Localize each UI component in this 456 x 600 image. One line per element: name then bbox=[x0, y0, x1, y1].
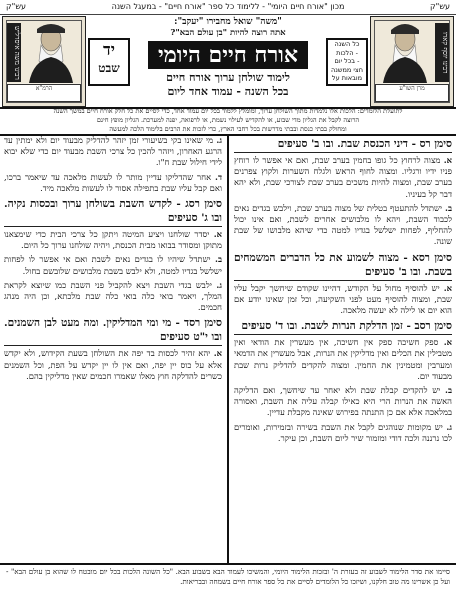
paragraph-number: ג. bbox=[216, 279, 222, 290]
paragraph-text: יש להקדים קבלת שבת ולא יאחר עד שיחשך, ואם הדליקה האשה את הנרות הרי היא כאילו קבלה עליה את השבת, ואסורה במלאכה אלא אם כן התנתה בפירוש שאינה מקבלת עדיין. bbox=[234, 385, 452, 418]
portrait-right bbox=[370, 16, 454, 107]
title-block bbox=[130, 16, 326, 105]
halacha-paragraph bbox=[234, 422, 452, 444]
section-heading: סימן רס - דיני הכנסת שבת. ובו ב' סעיפים bbox=[234, 137, 452, 153]
paragraph-number: ד. bbox=[215, 171, 222, 182]
stats-line: - הלכות bbox=[336, 48, 358, 57]
header-tagline-2: בכל השנה - עמוד אחד ליום bbox=[167, 85, 289, 98]
paragraph-text: ספק חשיכה ספק אין חשיכה, אין מעשרין את הודאי ואין מטבילין את הכלים ואין מדליקין את הנרות, אבל מעשרין את הדמאי ומערבין ומטמינין את החמין. ומצוה להקדים להדליק נרות שבת מבעוד יום. bbox=[234, 337, 452, 381]
paragraph-number: ג. bbox=[446, 421, 452, 432]
paragraph-text: יש להוסיף מחול על הקודש, דהיינו שקודם שיחשך יקבל עליו שבת, ומצוה להוסיף מעט לפני השקיעה, וכל זמן שאינו יודע אם הוא יום או לילה לא יעשה מלאכה. bbox=[234, 282, 452, 316]
paragraph-number: א. bbox=[213, 229, 222, 240]
portrait-left-vertical-label: רבינו משה איסרליש bbox=[7, 23, 21, 82]
paragraph-text: יהא זהיר לכסות בד יפה את השולחן בשעת הקידוש, ולא יקדש אלא על כוס יין יפה, ואם אין לו יין יקדש על הפת, וכל השמנים כשרים להדלקה חוץ מאלו שאמרו חכמים שאין מדליקין בהם. bbox=[4, 348, 222, 381]
top-strip bbox=[0, 0, 456, 15]
header-tagline-1: לימוד שולחן ערוך אורח חיים bbox=[166, 71, 290, 84]
info-line: הרוצה לקבל את הגליון מדי שבוע, או להקדיש לעילוי נשמת, או לרפואה, יפנה למערכת. הגליון מופץ חינם bbox=[96, 116, 360, 124]
section-heading: סימן רסב - זמן הדלקת הנרות לשבת. ובו ד' סעיפים bbox=[234, 319, 452, 335]
halacha-paragraph bbox=[4, 229, 222, 251]
halacha-paragraph bbox=[4, 280, 222, 314]
header-motto: "משה" שואל מחבירו "יעקב": bbox=[174, 17, 282, 27]
header bbox=[0, 14, 456, 109]
paragraph-number: א. bbox=[443, 282, 452, 293]
portrait-left-caption: הרמ"א bbox=[7, 84, 81, 102]
paragraph-number: ב. bbox=[445, 385, 452, 396]
right-column bbox=[234, 135, 452, 563]
info-band bbox=[0, 107, 456, 136]
paragraph-number: ב. bbox=[215, 254, 222, 265]
page-title: אורח חיים היומי bbox=[148, 41, 308, 69]
paragraph-number: א. bbox=[213, 348, 222, 359]
paragraph-number: א. bbox=[443, 155, 452, 165]
paragraph-number: ג. bbox=[216, 135, 222, 145]
halacha-paragraph bbox=[4, 348, 222, 382]
date-day: יד bbox=[103, 40, 115, 59]
date-badge bbox=[88, 38, 130, 86]
top-strip-center-label: מכון "אורח חיים היומי" - ללימוד כל ספר "אורח חיים" - במעגל השנה bbox=[111, 2, 345, 11]
halacha-paragraph bbox=[234, 203, 452, 248]
halacha-paragraph bbox=[4, 254, 222, 276]
info-line: ומחולק בבתי כנסת ובבתי מדרשות בכל רחבי הארץ, כדי לזכות את הרבים בלימוד הלכה למעשה bbox=[109, 125, 347, 133]
halacha-paragraph bbox=[4, 135, 222, 169]
date-month: שבט bbox=[98, 61, 120, 75]
column-divider bbox=[227, 135, 229, 563]
header-subtitle: אתה רוצה להיות "בן עולם הבא"? bbox=[170, 28, 286, 38]
paragraph-text: מצוה לרחוץ כל גופו בחמין בערב שבת, ואם אי אפשר לו רוחץ פניו ידיו ורגליו. ומצוה לחוף הראש ולגלח השערות ולקוץ צפרנים בערב שבת, ומצוה להיות משכים בערב שבת לצורכי שבת, ולא יהא דבר קל בעיניו. bbox=[234, 155, 452, 199]
paragraph-number: א. bbox=[443, 337, 452, 348]
halacha-paragraph bbox=[234, 155, 452, 200]
top-strip-left-label: עש"ק bbox=[6, 2, 27, 11]
halacha-paragraph bbox=[234, 283, 452, 317]
stats-line: מובאות על bbox=[331, 74, 363, 82]
paragraph-text: אחר שהדליקו עדיין מותר לו לעשות מלאכה עד שיאמר ברכו, ואם קבל עליו שבת בתפילה אסור לו לעשות מלאכה מיד. bbox=[4, 171, 222, 193]
paragraph-text: ילבש בגדי השבת ויצא להקביל פני השבת כמו שיוצא לקראת המלך, ויאמר בואי כלה בואי כלה שבת מלכתא, וכן היה מנהג חכמים. bbox=[4, 279, 222, 313]
halacha-paragraph bbox=[234, 337, 452, 382]
portrait-right-caption: מרן השו"ע bbox=[375, 84, 449, 102]
stats-line: חצי ממשנה bbox=[331, 65, 363, 74]
paragraph-text: ישתדל להתעטף בטלית של מצוה בערב שבת, וילבש בגדים נאים לכבוד השבת, ויהא לו מלבושים אחרים לשבת, ואם אינו יכול להחליף, לפחות ישלשל בגדיו למטה כדי שיהא מלבושו של שבת שונה. bbox=[234, 202, 452, 247]
portrait-right-vertical-label: רבינו יוסף קארו bbox=[435, 23, 449, 82]
stats-line: - בכל יום bbox=[334, 57, 360, 65]
paragraph-number: ב. bbox=[445, 202, 452, 213]
halacha-paragraph bbox=[4, 172, 222, 194]
paragraph-text: ישתדל שיהיו לו בגדים נאים לשבת ואם אי אפשר לו לפחות ישלשל בגדיו למטה, ולא ילבש בשבת מלבושים שלובשם בחול. bbox=[4, 254, 222, 276]
top-strip-right-label: עש"ק bbox=[429, 2, 450, 11]
portrait-left bbox=[2, 16, 86, 107]
content-columns bbox=[0, 135, 456, 563]
stats-badge bbox=[326, 38, 368, 86]
bottom-band: סיימו את סדר הלימוד לשבוע זה בעזרת ה' ובזכות הלימוד היומי, והמשיכו לעמוד הבא בשבוע הבא. "כל השונה הלכות בכל יום מובטח לו שהוא בן עולם הבא" - ועל כן אשרינו מה טוב חלקנו, ושיזכו כל הלומדים לסיים את כל ספר אורח חיים בשמחה ובבריאות. bbox=[0, 563, 456, 600]
paragraph-text: יש מקומות שנוהגים לקבל את השבת בשירה ובזמירות, ואומרים לכו נרננה ולכה דודי ומזמור שיר ליום השבת, וכן עיקר. bbox=[234, 421, 452, 443]
section-heading: סימן רסג - לקדש השבת בשולחן ערוך ובכסות נקיה. ובו ג' סעיפים bbox=[4, 197, 222, 227]
section-heading: סימן רסד - מי ומי המדליקין. ומה מעט לבן השמנים. ובו י"ט סעיפים bbox=[4, 316, 222, 346]
paragraph-text: מי שאינו בקי בשיעורי זמן יזהר להדליק מבעוד יום ולא ימתין עד הרגע האחרון, ויזהר להכין כל צרכי השבת מבעוד יום כדי שלא יבוא לידי חילול שבת ח"ו. bbox=[4, 135, 222, 168]
paragraph-text: יסדר שולחנו ויציע המיטה ויתקן כל צרכי הבית כדי שימצאנו מתוקן ומסודר בבואו מבית הכנסת, ויהיה שולחנו ערוך כל היום. bbox=[4, 229, 222, 251]
stats-line: כל השנה bbox=[334, 40, 360, 48]
info-line: לתועלת הלומדים: הלכות אלו נלמדות מתוך השולחן ערוך, ומומלץ ללמוד בכל יום עמוד אחד, כדי לסיים את כל חלק אורח חיים במשך השנה bbox=[53, 107, 403, 115]
left-column bbox=[4, 135, 222, 563]
halacha-paragraph bbox=[234, 385, 452, 419]
section-heading: סימן רסא - מצוה לשמוע את כל הדברים המשמחים בשבת. ובו ב' סעיפים bbox=[234, 251, 452, 281]
